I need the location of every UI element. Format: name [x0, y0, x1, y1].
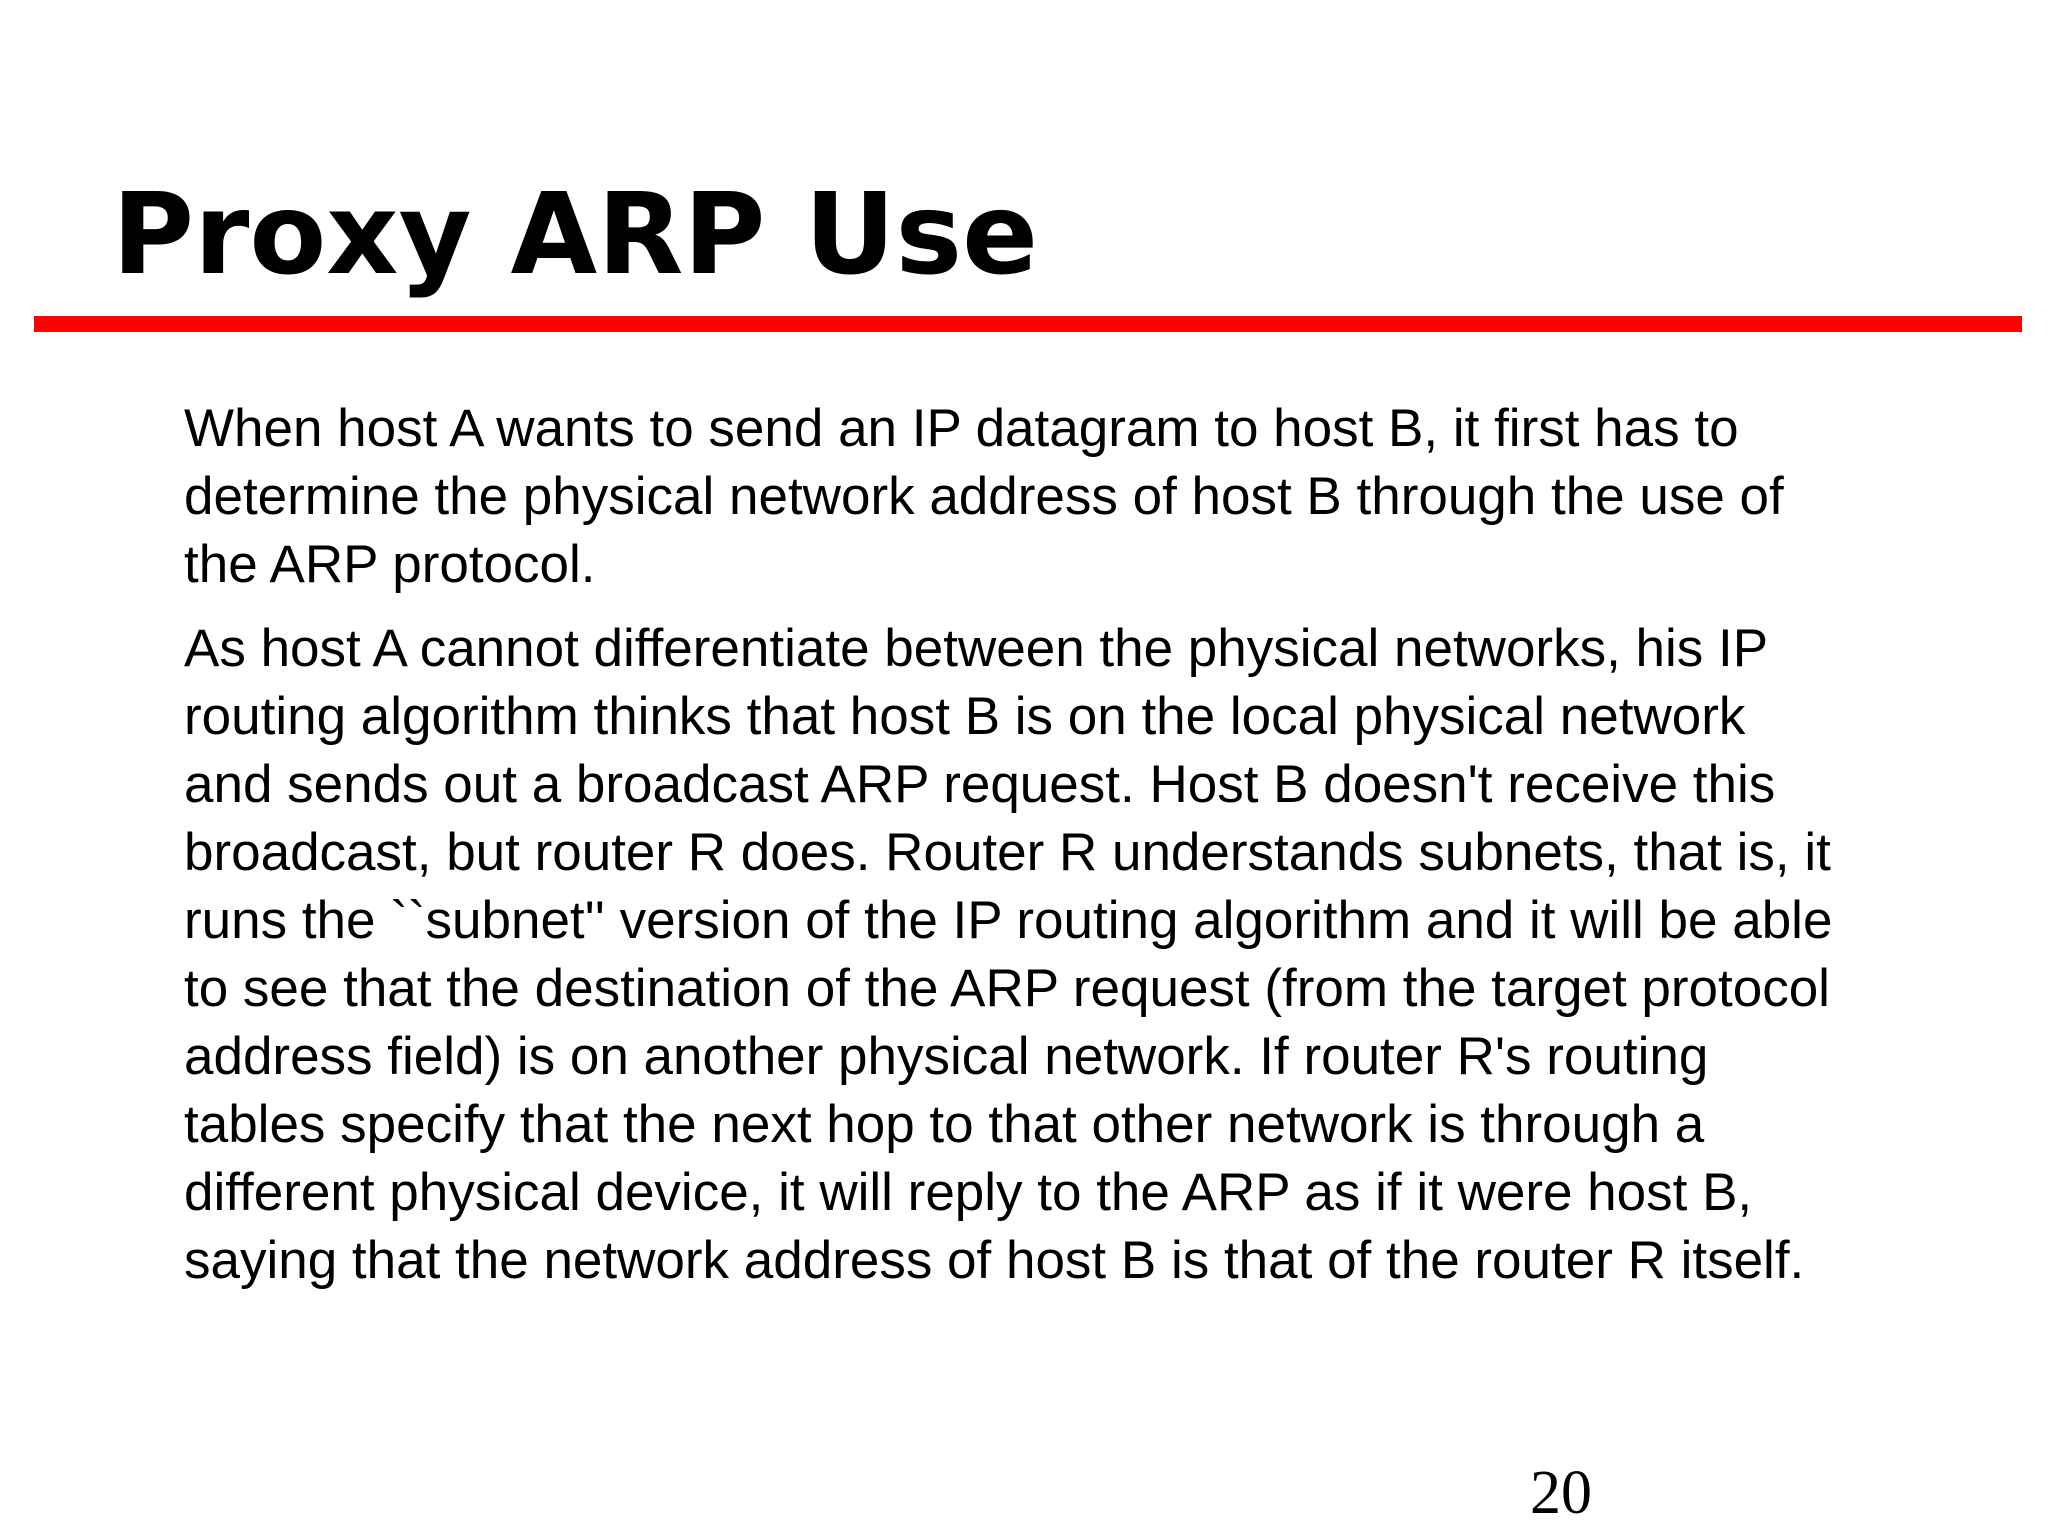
- page-number: 20: [1530, 1459, 1592, 1527]
- text-line: to see that the destination of the ARP request (from the target protocol: [184, 959, 1830, 1018]
- text-line: tables specify that the next hop to that other network is through a: [184, 1095, 1705, 1154]
- text-line: When host A wants to send an IP datagram to host B, it first has to: [184, 399, 1739, 458]
- text-line: the ARP protocol.: [184, 535, 596, 594]
- paragraph-proxy-arp-explanation: [184, 615, 1984, 1295]
- text-line: address field) is on another physical network. If router R's routing: [184, 1027, 1709, 1086]
- slide-body: [184, 395, 1984, 1295]
- paragraph-arp-lookup: [184, 395, 1984, 599]
- text-line: different physical device, it will reply to the ARP as if it were host B,: [184, 1163, 1753, 1222]
- text-line: and sends out a broadcast ARP request. Host B doesn't receive this: [184, 755, 1776, 814]
- text-line: determine the physical network address of host B through the use of: [184, 467, 1784, 526]
- text-line: saying that the network address of host B is that of the router R itself.: [184, 1231, 1805, 1290]
- text-line: runs the ``subnet'' version of the IP routing algorithm and it will be able: [184, 891, 1833, 950]
- text-line: broadcast, but router R does. Router R understands subnets, that is, it: [184, 823, 1831, 882]
- slide-title: Proxy ARP Use: [112, 170, 1039, 300]
- text-line: As host A cannot differentiate between the physical networks, his IP: [184, 619, 1769, 678]
- title-underline-divider: [34, 316, 2022, 332]
- text-line: routing algorithm thinks that host B is on the local physical network: [184, 687, 1746, 746]
